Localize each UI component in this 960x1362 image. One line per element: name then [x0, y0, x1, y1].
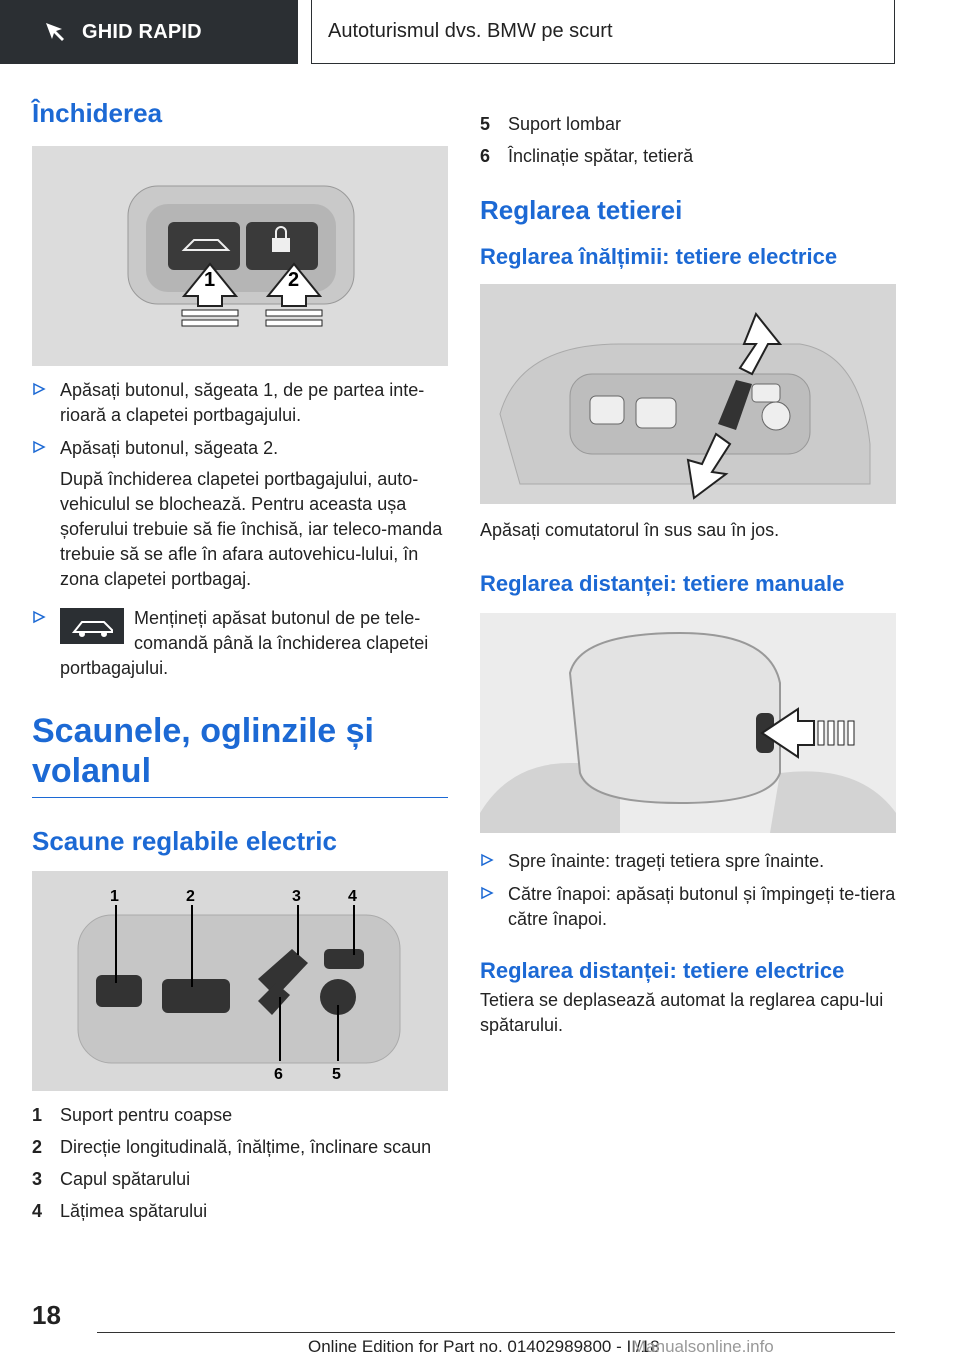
distance-step: Spre înainte: trageți tetiera spre înainte.: [480, 849, 896, 874]
height-title: Reglarea înălțimii: tetiere electrice: [480, 244, 838, 269]
closing-step: Apăsați butonul, săgeata 2.: [32, 436, 448, 461]
car-trunk-icon: [60, 608, 124, 644]
headrest-distance-image: [480, 613, 896, 833]
header-tab-quick-guide: [0, 0, 298, 64]
right-column: [480, 112, 896, 1038]
closing-label-1: 1: [204, 269, 216, 291]
seat-label-3: 3: [292, 888, 301, 905]
header-tab-chapter: [311, 0, 895, 64]
seat-item: 4 Lățimea spătarului: [32, 1201, 208, 1221]
seat-item: 1 Suport pentru coapse: [32, 1105, 233, 1125]
seat-item: 5 Suport lombar: [480, 114, 622, 134]
headrest-title: Reglarea tetierei: [480, 195, 683, 225]
seat-label-4: 4: [348, 888, 357, 905]
triangle-right-icon: [480, 886, 494, 900]
seat-controls-image: [32, 871, 448, 1091]
seats-title: Scaune reglabile electric: [32, 826, 337, 856]
seat-item: 2 Direcție longitudinală, înălțime, înclinare scaun: [32, 1137, 432, 1157]
chapter-title: Scaunele, oglinzile și volanul: [32, 712, 374, 790]
triangle-right-icon: [32, 440, 46, 454]
distance-manual-title: Reglarea distanței: tetiere manuale: [480, 571, 845, 596]
seat-item: 6 Înclinație spătar, tetieră: [480, 146, 694, 166]
distance-step: Către înapoi: apăsați butonul și împingeți te-tiera către înapoi.: [480, 882, 896, 932]
seat-label-1: 1: [110, 888, 119, 905]
headrest-height-image: [480, 284, 896, 504]
trunk-buttons-image: [32, 146, 448, 366]
footer-edition: Online Edition for Part no. 01402989800 - II/18: [308, 1337, 660, 1356]
closing-label-2: 2: [288, 269, 300, 291]
closing-step: Apăsați butonul, săgeata 1, de pe partea inte-rioară a clapetei portbagajului.: [32, 378, 448, 428]
triangle-right-icon: [32, 610, 46, 624]
header-right-title: Autoturismul dvs. BMW pe scurt: [328, 20, 613, 42]
footer-divider: [97, 1332, 895, 1333]
footer-watermark: Manualsonline.info: [632, 1337, 774, 1356]
seat-label-5: 5: [332, 1066, 341, 1083]
seat-label-6: 6: [274, 1066, 283, 1083]
distance-electric-text: Tetiera se deplasează automat la reglarea capu-lui spătarului.: [480, 990, 884, 1035]
height-text: Apăsați comutatorul în sus sau în jos.: [480, 520, 780, 540]
closing-note: După închiderea clapetei portbagajului, auto-vehiculul se blochează. Pentru aceasta ușa șoferului trebuie să fie închisă, iar teleco-manda trebuie să se afle în afara autovehicu-lului, în zona clapetei portbagaj.: [60, 469, 443, 589]
triangle-right-icon: [32, 382, 46, 396]
section-closing-title: Închiderea: [32, 98, 163, 128]
seat-label-2: 2: [186, 888, 195, 905]
distance-electric-title: Reglarea distanței: tetiere electrice: [480, 958, 845, 983]
left-column: [32, 98, 448, 1224]
page-number: 18: [32, 1300, 61, 1330]
bmw-pointer-icon: [42, 19, 68, 45]
seat-item: 3 Capul spătarului: [32, 1169, 191, 1189]
triangle-right-icon: [480, 853, 494, 867]
header-left-title: GHID RAPID: [82, 20, 202, 43]
remote-step: Mențineți apăsat butonul de pe tele-comandă până la închiderea clapetei portbagajului.: [32, 606, 448, 681]
